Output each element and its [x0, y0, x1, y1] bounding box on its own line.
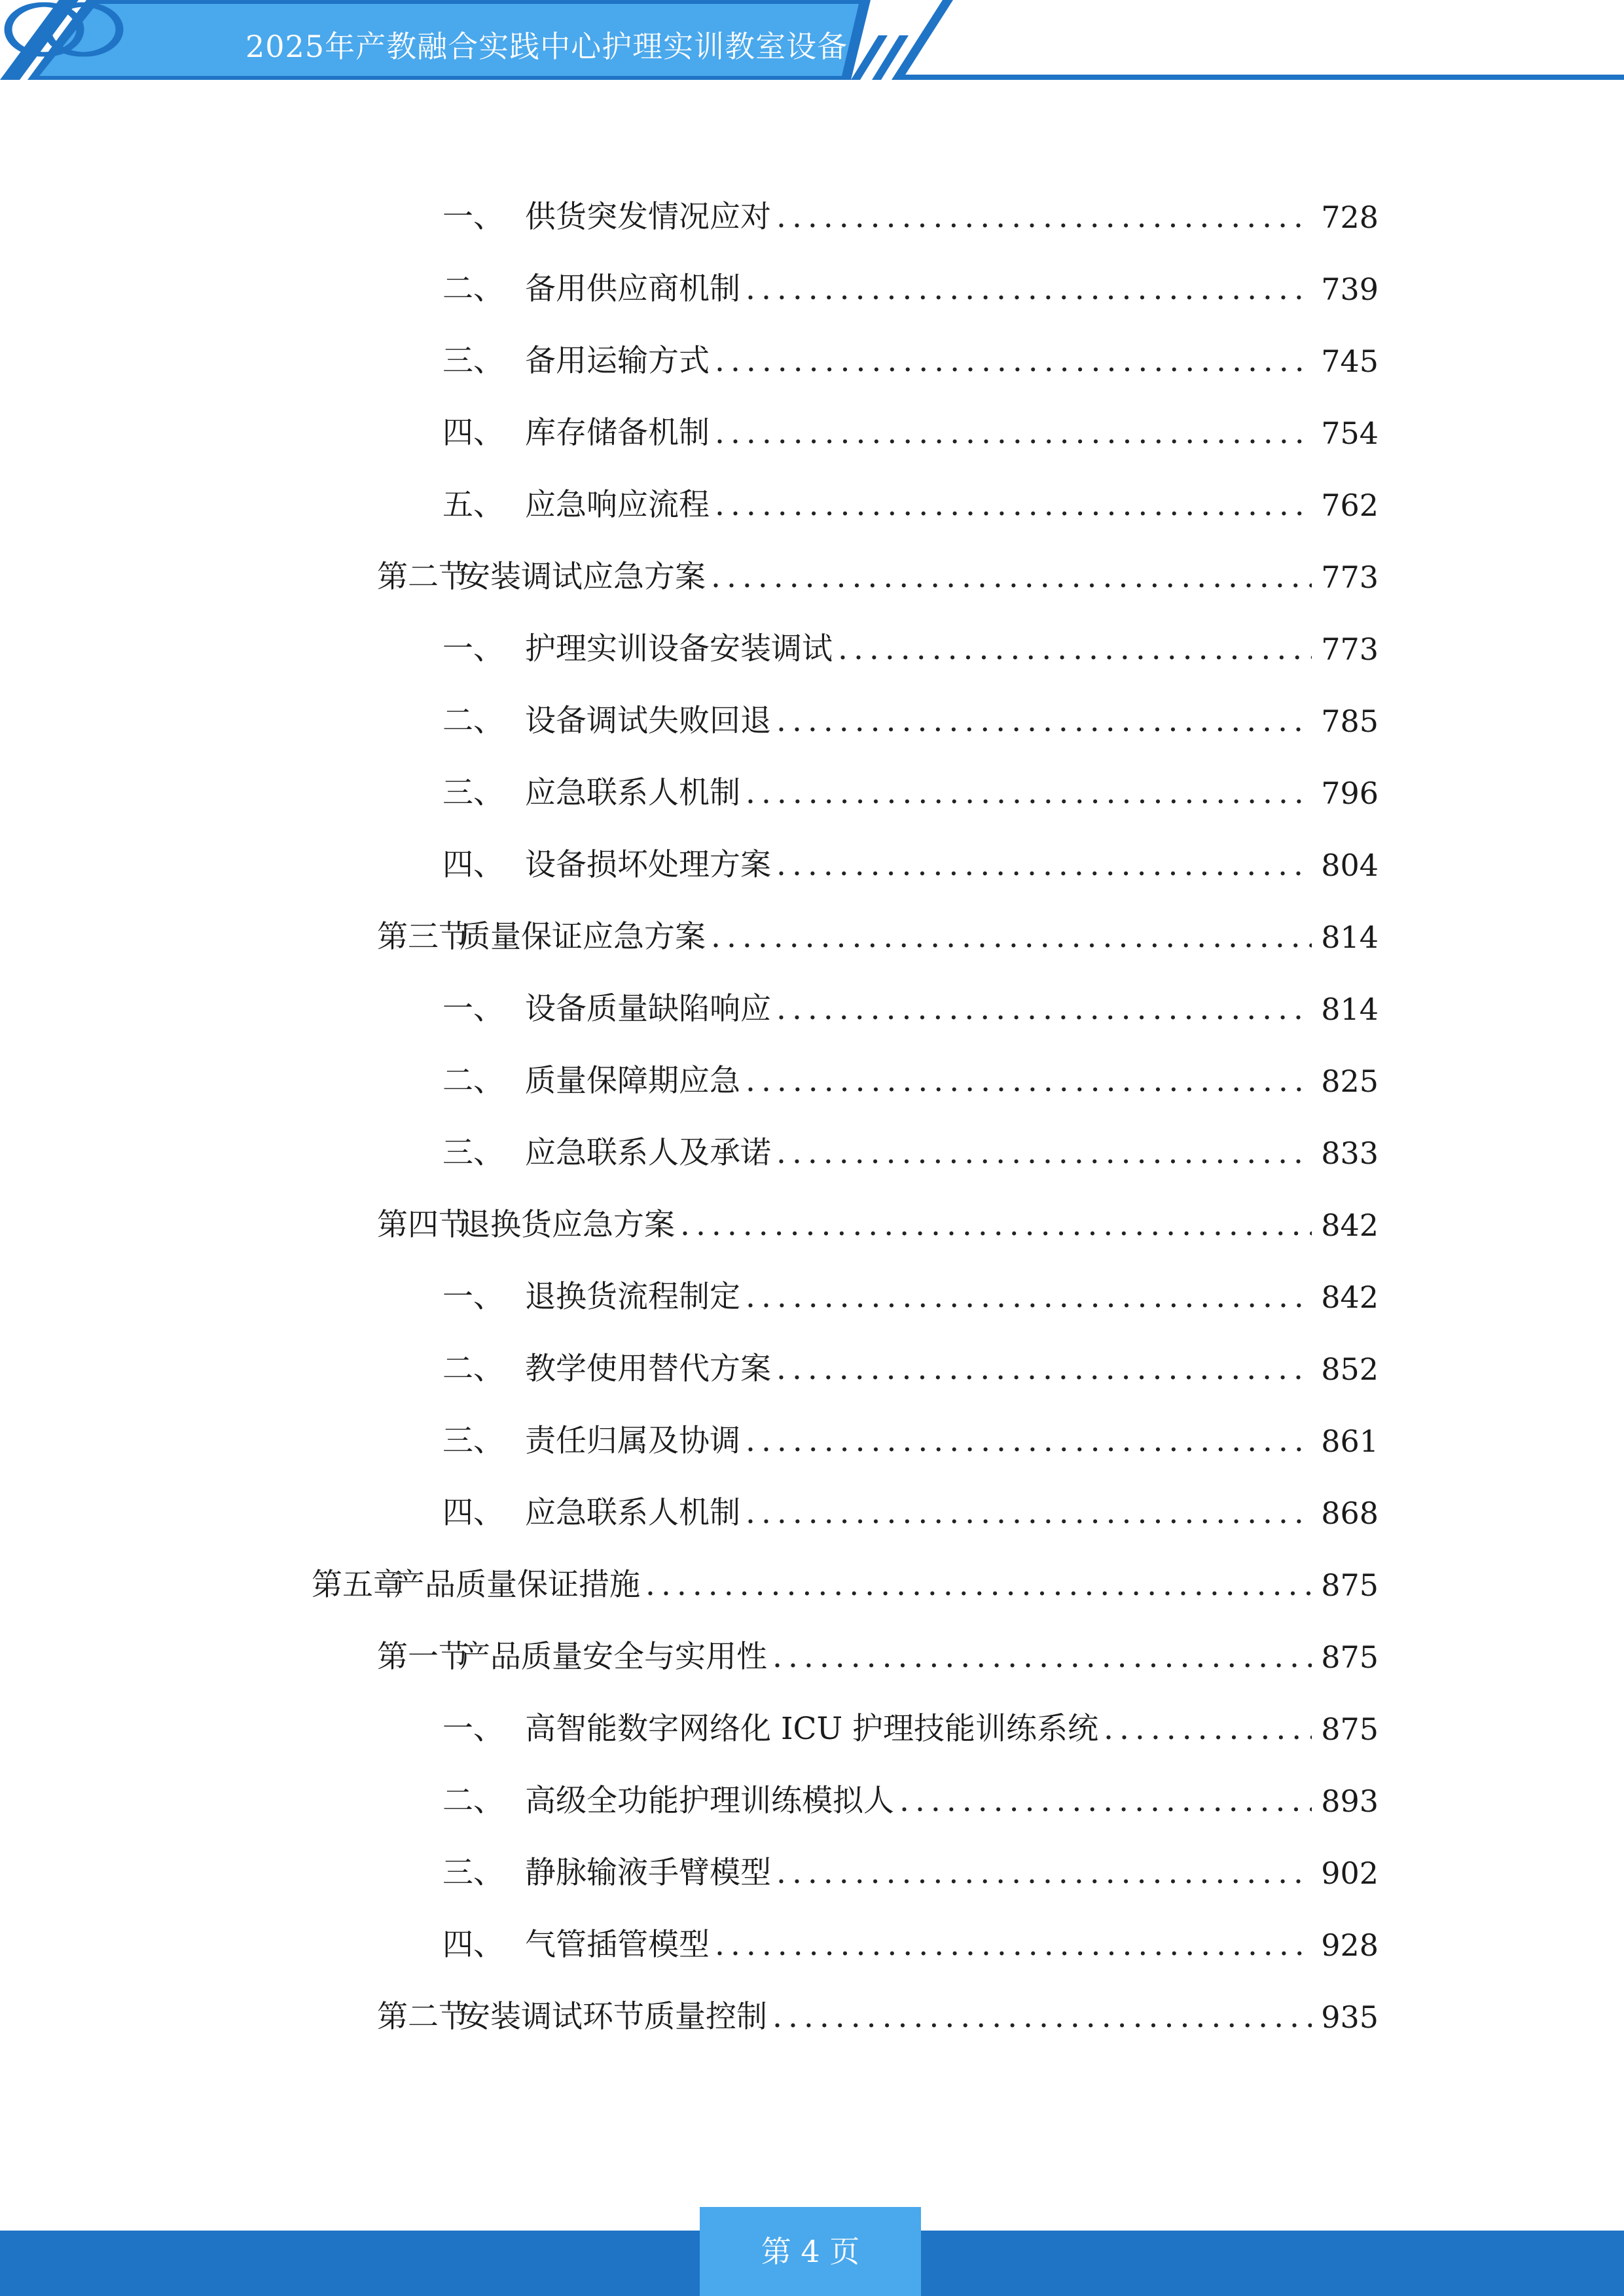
toc-entry-number: 一、 [442, 199, 504, 235]
toc-entry[interactable] [442, 986, 1379, 1032]
toc-entry-number: 二、 [442, 1351, 504, 1387]
toc-entry-page: 875 [1321, 1712, 1379, 1747]
toc-leader-dots [680, 1202, 1312, 1248]
toc-entry[interactable] [442, 266, 1379, 312]
toc-entry[interactable] [442, 194, 1379, 240]
toc-entry-number: 一、 [442, 1279, 504, 1315]
toc-entry-page: 833 [1321, 1136, 1379, 1171]
toc-entry-title: 设备质量缺陷响应 [525, 991, 771, 1027]
toc-entry-page: 928 [1321, 1928, 1379, 1963]
toc-entry-page: 875 [1321, 1640, 1379, 1675]
toc-entry-title: 应急响应流程 [525, 487, 710, 523]
toc-leader-dots [776, 986, 1312, 1032]
toc-entry-number: 三、 [442, 1135, 504, 1171]
toc-entry[interactable] [442, 482, 1379, 528]
toc-section-entry[interactable] [377, 914, 1379, 960]
double-ring-logo-icon [0, 0, 124, 59]
toc-chapter-entry[interactable] [312, 1562, 1379, 1608]
toc-entry-number: 二、 [442, 271, 504, 307]
toc-entry[interactable] [442, 842, 1379, 888]
toc-entry-page: 861 [1321, 1424, 1379, 1459]
toc-leader-dots [746, 1274, 1312, 1320]
toc-entry-page: 935 [1321, 2000, 1379, 2035]
toc-entry-number: 第三节 [377, 919, 469, 955]
toc-entry-page: 796 [1321, 776, 1379, 811]
toc-entry-title: 安装调试环节质量控制 [460, 1999, 767, 2035]
toc-entry-number: 第二节 [377, 559, 469, 595]
toc-entry[interactable] [442, 1490, 1379, 1536]
toc-entry-title: 护理实训设备安装调试 [525, 631, 833, 667]
toc-entry[interactable] [442, 338, 1379, 384]
toc-leader-dots [645, 1562, 1312, 1608]
toc-section-entry[interactable] [377, 1634, 1379, 1680]
toc-entry[interactable] [442, 1778, 1379, 1824]
toc-entry-title: 设备损坏处理方案 [525, 847, 771, 883]
toc-entry-number: 一、 [442, 1711, 504, 1747]
toc-leader-dots [746, 266, 1312, 312]
document-title: 2025年产教融合实践中心护理实训教室设备 [245, 29, 848, 64]
toc-section-entry[interactable] [377, 1202, 1379, 1248]
toc-leader-dots [1104, 1706, 1312, 1752]
toc-entry[interactable] [442, 770, 1379, 816]
toc-leader-dots [715, 410, 1312, 456]
toc-entry-title: 静脉输液手臂模型 [525, 1855, 771, 1891]
toc-entry[interactable] [442, 626, 1379, 672]
toc-entry-page: 814 [1321, 992, 1379, 1027]
toc-section-entry[interactable] [377, 1994, 1379, 2040]
toc-leader-dots [715, 482, 1312, 528]
toc-entry-title: 教学使用替代方案 [525, 1351, 771, 1387]
toc-entry-title: 质量保障期应急 [525, 1063, 740, 1099]
toc-entry-number: 五、 [442, 487, 504, 523]
toc-entry-title: 质量保证应急方案 [460, 919, 706, 955]
toc-entry[interactable] [442, 1706, 1379, 1752]
toc-leader-dots [776, 1346, 1312, 1392]
toc-entry[interactable] [442, 1922, 1379, 1968]
toc-entry[interactable] [442, 1850, 1379, 1896]
toc-entry-title: 责任归属及协调 [525, 1423, 740, 1459]
toc-entry-title: 应急联系人及承诺 [525, 1135, 771, 1171]
toc-entry-number: 第四节 [377, 1207, 469, 1243]
toc-entry-page: 868 [1321, 1496, 1379, 1531]
toc-entry-number: 二、 [442, 1063, 504, 1099]
toc-entry-page: 804 [1321, 848, 1379, 883]
toc-entry-number: 四、 [442, 1927, 504, 1963]
toc-entry-page: 745 [1321, 344, 1379, 379]
toc-entry-number: 第一节 [377, 1639, 469, 1675]
toc-leader-dots [711, 914, 1312, 960]
toc-entry-title: 气管插管模型 [525, 1927, 710, 1963]
header-rule [897, 75, 1624, 80]
toc-section-entry[interactable] [377, 554, 1379, 600]
toc-entry-title: 产品质量保证措施 [394, 1567, 640, 1603]
toc-entry-page: 902 [1321, 1856, 1379, 1891]
toc-entry-number: 一、 [442, 991, 504, 1027]
toc-leader-dots [772, 1994, 1312, 2040]
toc-entry-number: 四、 [442, 847, 504, 883]
toc-entry-title: 退换货流程制定 [525, 1279, 740, 1315]
toc-leader-dots [772, 1634, 1312, 1680]
toc-entry-page: 754 [1321, 416, 1379, 451]
toc-leader-dots [776, 1850, 1312, 1896]
toc-entry[interactable] [442, 1130, 1379, 1176]
toc-entry-page: 852 [1321, 1352, 1379, 1387]
toc-entry-page: 773 [1321, 632, 1379, 667]
toc-entry[interactable] [442, 1418, 1379, 1464]
toc-entry-number: 第五章 [312, 1567, 404, 1603]
toc-entry-number: 一、 [442, 631, 504, 667]
toc-leader-dots [746, 1058, 1312, 1104]
toc-entry-page: 842 [1321, 1280, 1379, 1315]
toc-entry-title: 高级全功能护理训练模拟人 [525, 1783, 894, 1819]
toc-entry-number: 二、 [442, 703, 504, 739]
toc-entry-page: 728 [1321, 200, 1379, 235]
toc-entry-title: 产品质量安全与实用性 [460, 1639, 767, 1675]
toc-entry[interactable] [442, 1346, 1379, 1392]
toc-entry-number: 三、 [442, 1423, 504, 1459]
toc-entry-title: 供货突发情况应对 [525, 199, 771, 235]
toc-entry[interactable] [442, 698, 1379, 744]
toc-leader-dots [746, 770, 1312, 816]
page-number: 第 4 页 [761, 2234, 860, 2269]
toc-leader-dots [838, 626, 1312, 672]
toc-leader-dots [776, 698, 1312, 744]
toc-entry-page: 739 [1321, 272, 1379, 307]
toc-entry-title: 应急联系人机制 [525, 1495, 740, 1531]
toc-entry-number: 三、 [442, 1855, 504, 1891]
toc-entry-number: 二、 [442, 1783, 504, 1819]
toc-leader-dots [715, 338, 1312, 384]
toc-entry-page: 762 [1321, 488, 1379, 523]
toc-entry-number: 三、 [442, 343, 504, 379]
toc-entry-number: 第二节 [377, 1999, 469, 2035]
page-header [0, 0, 1624, 92]
toc-entry-title: 库存储备机制 [525, 415, 710, 451]
toc-entry-title: 备用运输方式 [525, 343, 710, 379]
toc-leader-dots [776, 194, 1312, 240]
toc-entry-title: 退换货应急方案 [460, 1207, 675, 1243]
toc-leader-dots [899, 1778, 1312, 1824]
toc-entry-page: 825 [1321, 1064, 1379, 1099]
toc-entry-title: 应急联系人机制 [525, 775, 740, 811]
toc-entry[interactable] [442, 1058, 1379, 1104]
toc-leader-dots [776, 842, 1312, 888]
toc-leader-dots [711, 554, 1312, 600]
toc-entry-page: 785 [1321, 704, 1379, 739]
toc-entry[interactable] [442, 410, 1379, 456]
toc-entry-page: 814 [1321, 920, 1379, 955]
toc-entry-page: 875 [1321, 1568, 1379, 1603]
toc-entry-page: 842 [1321, 1208, 1379, 1243]
toc-leader-dots [715, 1922, 1312, 1968]
toc-entry-title: 安装调试应急方案 [460, 559, 706, 595]
toc-entry-number: 四、 [442, 1495, 504, 1531]
toc-leader-dots [746, 1418, 1312, 1464]
toc-leader-dots [776, 1130, 1312, 1176]
toc-entry-page: 893 [1321, 1784, 1379, 1819]
toc-entry-title: 设备调试失败回退 [525, 703, 771, 739]
toc-entry[interactable] [442, 1274, 1379, 1320]
toc-entry-title: 高智能数字网络化 ICU 护理技能训练系统 [525, 1711, 1099, 1747]
toc-entry-page: 773 [1321, 560, 1379, 595]
toc-entry-title: 备用供应商机制 [525, 271, 740, 307]
toc-entry-number: 三、 [442, 775, 504, 811]
toc-leader-dots [746, 1490, 1312, 1536]
toc-entry-number: 四、 [442, 415, 504, 451]
